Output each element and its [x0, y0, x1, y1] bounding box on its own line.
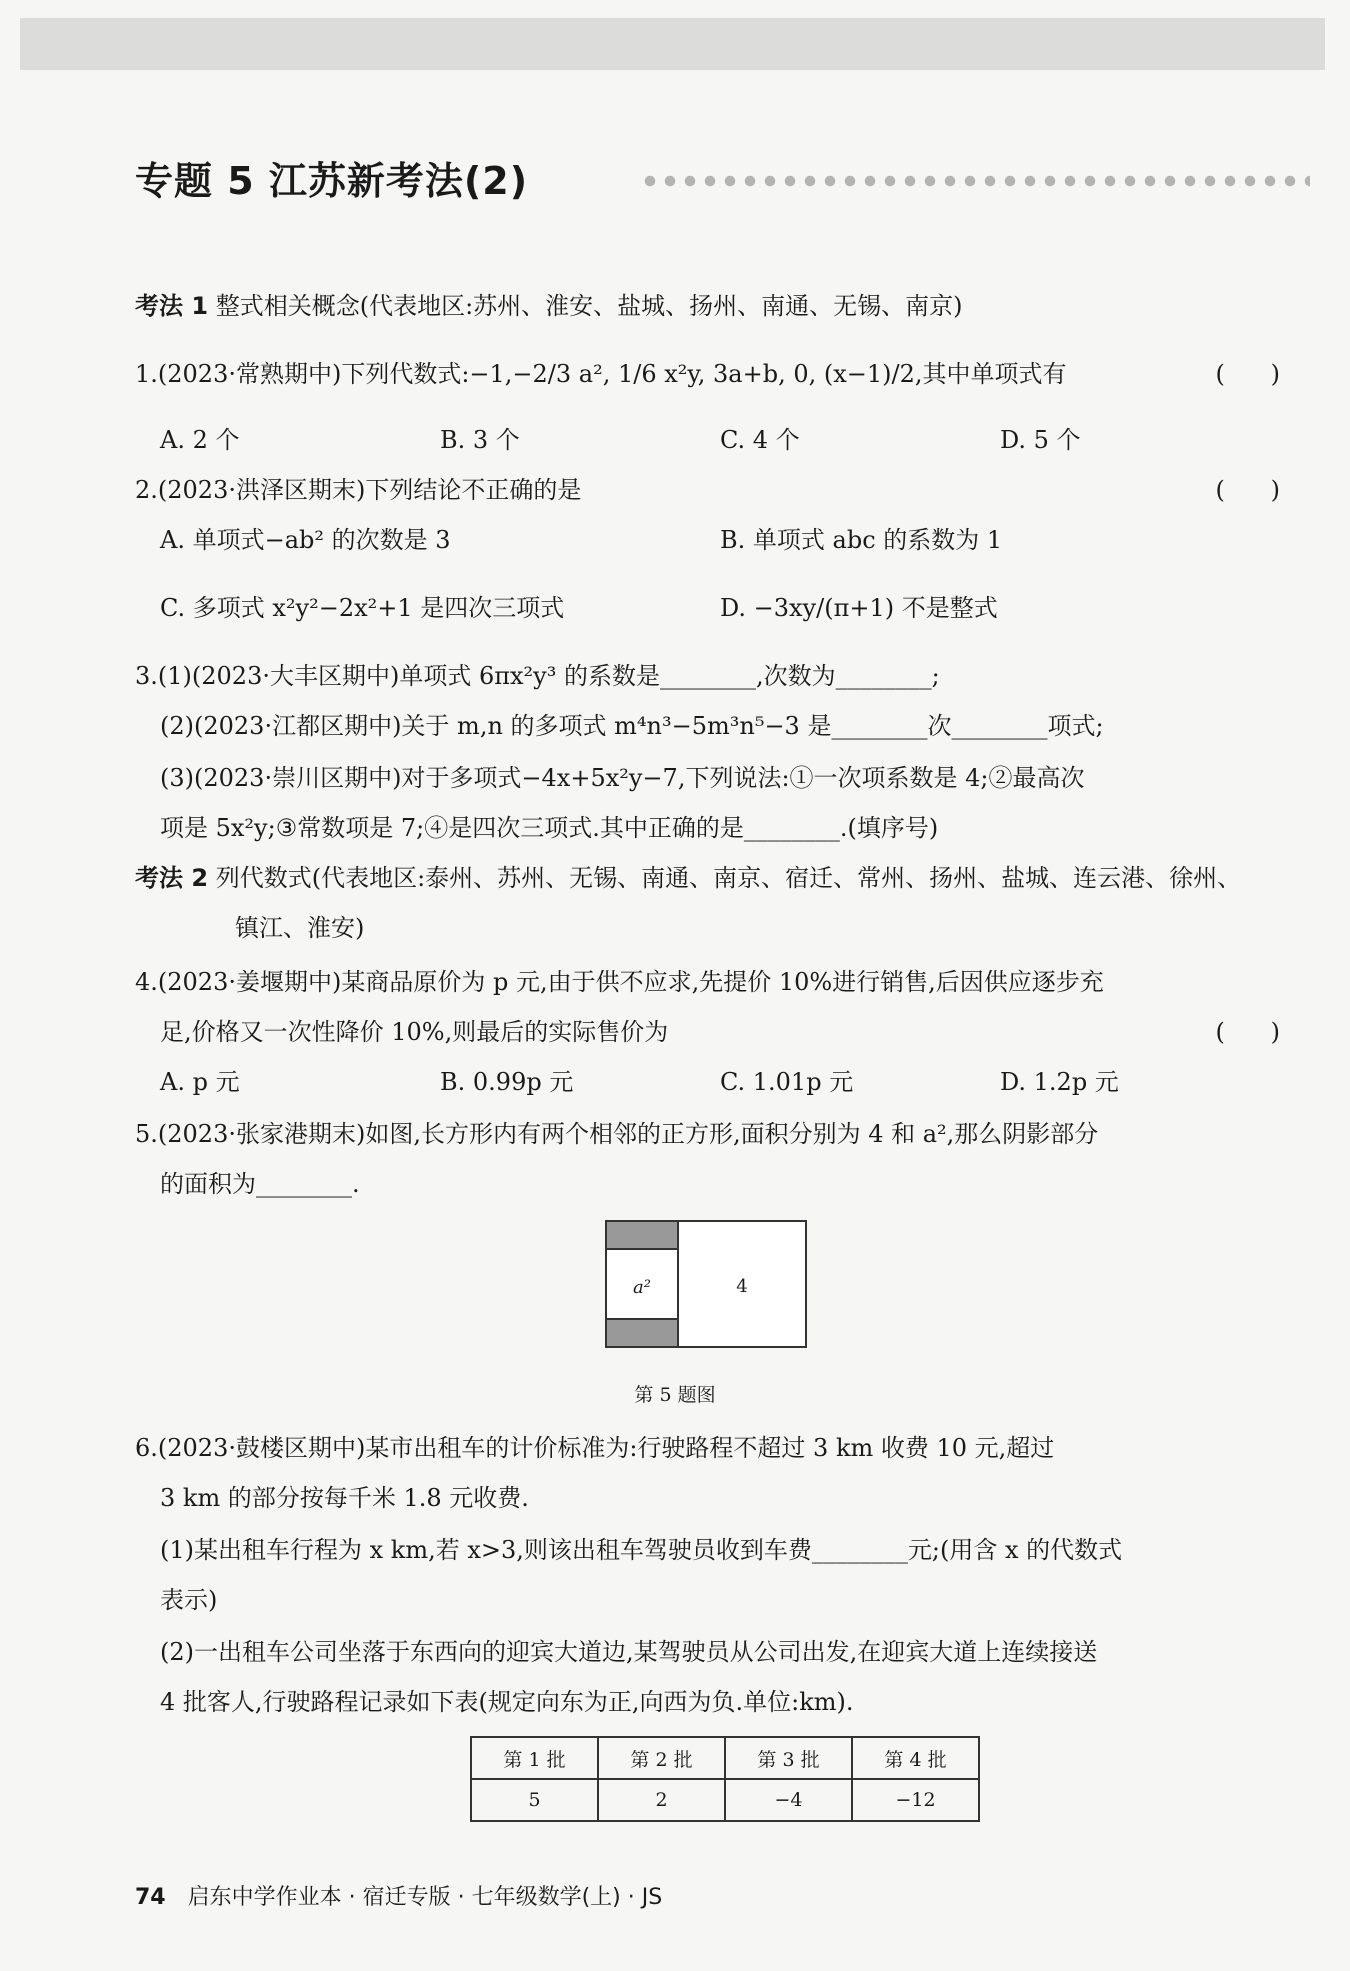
q2-answer-paren: ( )	[1215, 476, 1280, 504]
section-2-title-cont: 镇江、淮安)	[235, 914, 365, 942]
shaded-region-top	[607, 1222, 677, 1250]
table-cell: 2	[598, 1779, 725, 1821]
q4-stem: 4.(2023·姜堰期中)某商品原价为 p 元,由于供不应求,先提价 10%进行销售,后因供应逐步充	[135, 968, 1104, 996]
q5-figure	[605, 1220, 807, 1348]
q2-option-a: A. 单项式−ab² 的次数是 3	[160, 526, 451, 554]
q6-distance-table	[470, 1736, 980, 1822]
q3-part-2: (2)(2023·江都区期中)关于 m,n 的多项式 m⁴n³−5m³n⁵−3 是________次________项式;	[160, 712, 1104, 740]
q6-stem-cont: 3 km 的部分按每千米 1.8 元收费.	[160, 1484, 529, 1512]
section-2-heading	[135, 862, 1241, 894]
table-header-cell: 第 4 批	[852, 1737, 979, 1779]
page-footer	[135, 1880, 662, 1911]
q1-option-c: C. 4 个	[720, 426, 800, 454]
q6-stem: 6.(2023·鼓楼区期中)某市出租车的计价标准为:行驶路程不超过 3 km 收费 10 元,超过	[135, 1434, 1055, 1462]
table-header-cell: 第 2 批	[598, 1737, 725, 1779]
section-2-label: 考法 2	[135, 864, 209, 892]
q4-answer-paren: ( )	[1215, 1018, 1280, 1046]
page-number: 74	[135, 1885, 166, 1910]
q3-part-1: 3.(1)(2023·大丰区期中)单项式 6πx²y³ 的系数是________,次数为________;	[135, 662, 940, 690]
table-cell: 5	[471, 1779, 598, 1821]
top-scan-band	[20, 18, 1325, 70]
q2-option-d: D. −3xy/(π+1) 不是整式	[720, 594, 998, 622]
table-header-cell: 第 3 批	[725, 1737, 852, 1779]
q2-stem: 2.(2023·洪泽区期末)下列结论不正确的是	[135, 476, 582, 504]
table-row	[471, 1779, 979, 1821]
q4-option-a: A. p 元	[160, 1068, 240, 1096]
table-cell: −4	[725, 1779, 852, 1821]
q1-option-d: D. 5 个	[1000, 426, 1081, 454]
table-header-row	[471, 1737, 979, 1779]
book-title: 启东中学作业本 · 宿迁专版 · 七年级数学(上) · JS	[187, 1885, 663, 1910]
q3-part-3-cont: 项是 5x²y;③常数项是 7;④是四次三项式.其中正确的是________.(填序号)	[160, 814, 939, 842]
q4-stem-cont: 足,价格又一次性降价 10%,则最后的实际售价为	[160, 1018, 669, 1046]
section-1-heading	[135, 290, 963, 322]
table-header-cell: 第 1 批	[471, 1737, 598, 1779]
shaded-region-bottom	[607, 1318, 677, 1346]
q1-stem: 1.(2023·常熟期中)下列代数式:−1,−2/3 a², 1/6 x²y, 3a+b, 0, (x−1)/2,其中单项式有	[135, 360, 1067, 388]
q1-option-a: A. 2 个	[160, 426, 240, 454]
q6-part-2-cont: 4 批客人,行驶路程记录如下表(规定向东为正,向西为负.单位:km).	[160, 1688, 854, 1716]
section-2-title: 列代数式(代表地区:泰州、苏州、无锡、南通、南京、宿迁、常州、扬州、盐城、连云港、徐州、	[215, 864, 1242, 892]
q4-option-c: C. 1.01p 元	[720, 1068, 854, 1096]
q6-part-2: (2)一出租车公司坐落于东西向的迎宾大道边,某驾驶员从公司出发,在迎宾大道上连续接送	[160, 1638, 1098, 1666]
q5-stem-cont: 的面积为________.	[160, 1170, 360, 1198]
q5-stem: 5.(2023·张家港期末)如图,长方形内有两个相邻的正方形,面积分别为 4 和 a²,那么阴影部分	[135, 1120, 1099, 1148]
section-1-title: 整式相关概念(代表地区:苏州、淮安、盐城、扬州、南通、无锡、南京)	[215, 292, 963, 320]
q1-option-b: B. 3 个	[440, 426, 520, 454]
title-dot-decoration	[640, 174, 1310, 188]
q5-figure-caption: 第 5 题图	[634, 1384, 716, 1406]
table-cell: −12	[852, 1779, 979, 1821]
large-square-label: 4	[736, 1276, 748, 1297]
small-square-label: a²	[633, 1277, 651, 1298]
q4-option-b: B. 0.99p 元	[440, 1068, 574, 1096]
section-1-label: 考法 1	[135, 292, 209, 320]
q3-part-3: (3)(2023·崇川区期中)对于多项式−4x+5x²y−7,下列说法:①一次项系数是 4;②最高次	[160, 764, 1085, 792]
q6-part-1-cont: 表示)	[160, 1586, 218, 1614]
q6-part-1: (1)某出租车行程为 x km,若 x>3,则该出租车驾驶员收到车费________元;(用含 x 的代数式	[160, 1536, 1123, 1564]
q2-option-b: B. 单项式 abc 的系数为 1	[720, 526, 1003, 554]
q1-answer-paren: ( )	[1215, 360, 1280, 388]
q2-option-c: C. 多项式 x²y²−2x²+1 是四次三项式	[160, 594, 565, 622]
q4-option-d: D. 1.2p 元	[1000, 1068, 1119, 1096]
page-title: 专题 5 江苏新考法(2)	[135, 159, 529, 203]
